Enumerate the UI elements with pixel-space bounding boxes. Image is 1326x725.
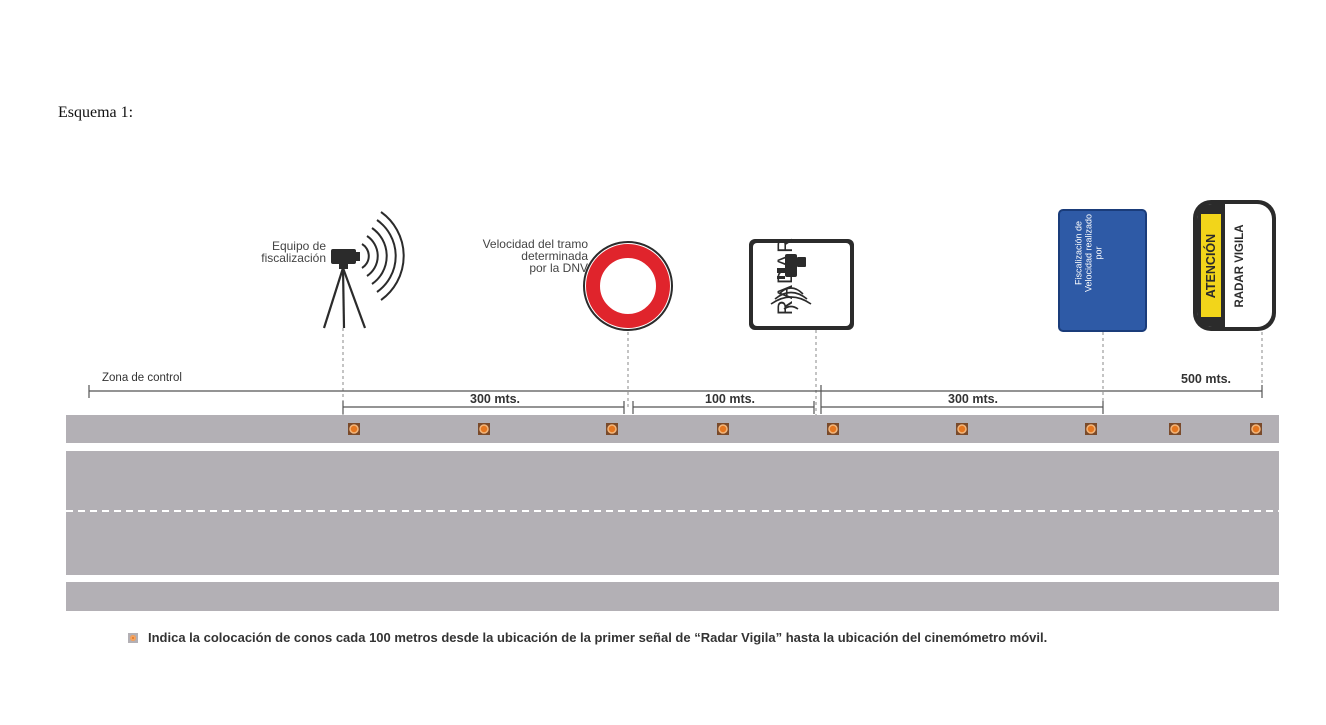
speed-sign-label-line-2: determinada bbox=[521, 249, 588, 263]
carriageway bbox=[66, 451, 1279, 575]
cone-icon bbox=[348, 423, 360, 435]
distance-label-300-b: 300 mts. bbox=[948, 392, 999, 406]
legend-text: Indica la colocación de conos cada 100 metros desde la ubicación de la primer señal de “Radar Vigila” hasta la ubicación del cinemómetro móvil. bbox=[148, 630, 1048, 645]
blue-sign-text bbox=[1074, 196, 1124, 311]
shoulder-lane bbox=[66, 415, 1279, 443]
blue-sign-line-1: Fiscalización de bbox=[1073, 220, 1084, 286]
distance-label-500: 500 mts. bbox=[1181, 372, 1232, 386]
radar-sign-icon bbox=[749, 239, 854, 330]
warning-sign-bottom-text: RADAR VIGILA bbox=[1234, 224, 1246, 308]
road bbox=[66, 415, 1279, 611]
speed-limit-sign-icon bbox=[584, 242, 672, 330]
distance-label-100: 100 mts. bbox=[705, 392, 756, 406]
equipment-label bbox=[248, 240, 326, 264]
legend bbox=[128, 630, 1047, 645]
signal-waves-icon bbox=[362, 212, 404, 300]
control-zone-label: Zona de control bbox=[102, 372, 182, 384]
cone-icon bbox=[478, 423, 490, 435]
cone-icon bbox=[606, 423, 618, 435]
warning-sign-top-text: ATENCIÓN bbox=[1204, 233, 1218, 299]
camera-tripod-icon bbox=[324, 249, 365, 328]
speed-sign-label bbox=[468, 238, 588, 274]
radar-sign-text: RADAR bbox=[774, 236, 797, 316]
diagram-heading: Esquema 1: bbox=[58, 104, 134, 121]
cone-icon bbox=[956, 423, 968, 435]
cone-icon bbox=[1250, 423, 1262, 435]
cone-icon bbox=[128, 633, 138, 643]
blue-sign-line-2: Velocidad realizado bbox=[1083, 213, 1094, 293]
speed-sign-label-line-3: por la DNV bbox=[529, 261, 588, 275]
dimension-lines bbox=[89, 385, 1262, 414]
cone-icon bbox=[1169, 423, 1181, 435]
cone-icon bbox=[717, 423, 729, 435]
equipment-label-line-1: Equipo de bbox=[271, 239, 326, 253]
cone-icon bbox=[1085, 423, 1097, 435]
blue-sign-line-3: por bbox=[1093, 246, 1104, 260]
control-zone-line bbox=[89, 385, 1262, 398]
lower-lane bbox=[66, 582, 1279, 611]
equipment-label-line-2: fiscalización bbox=[261, 251, 326, 265]
cone-icon bbox=[827, 423, 839, 435]
speed-sign-label-line-1: Velocidad del tramo bbox=[482, 237, 588, 251]
distance-label-300-a: 300 mts. bbox=[470, 392, 521, 406]
